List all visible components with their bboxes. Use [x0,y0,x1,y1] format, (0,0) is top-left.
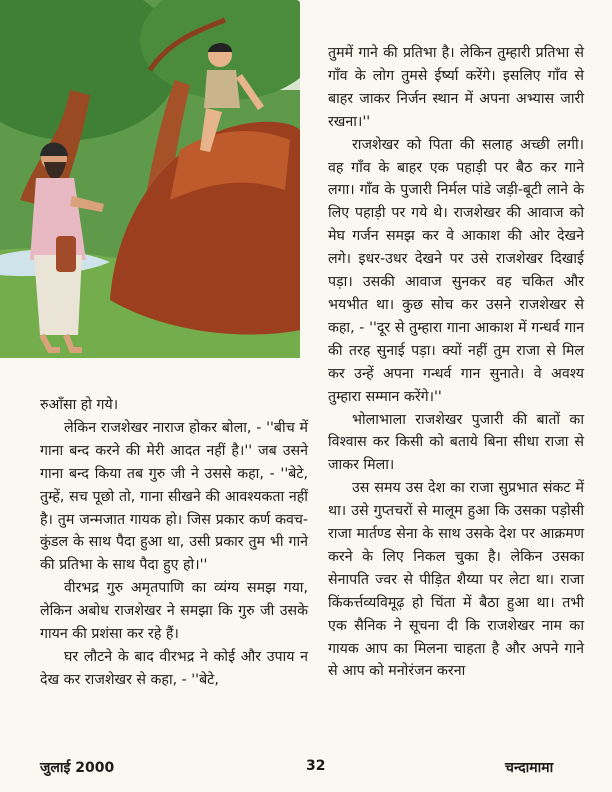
magazine-name: चन्दामामा [505,760,554,776]
story-illustration [0,0,300,358]
left-column [40,394,308,692]
left-paragraph-4: घर लौटने के बाद वीरभद्र ने कोई और उपाय न देख कर राजशेखर से कहा, - ''बेटे, [40,648,308,688]
left-paragraph-2: लेकिन राजशेखर नाराज होकर बोला, - ''बीच में गाना बन्द करने की मेरी आदत नहीं है।'' जब उसने गाना बन्द किया तब गुरु जी ने उससे कहा, - ''बेटे, तुम्हें, सच पूछो तो, गाना सीखने की आवश्यकता नहीं है। तुम जन्मजात गायक हो। जिस प्रकार कर्ण कवच-कुंडल के साथ पैदा हुआ था, उसी प्रकार तुम भी गाने की प्रतिभा के साथ पैदा हुए हो।'' [40,419,308,574]
guru-bag [56,236,76,272]
right-paragraph-4: उस समय उस देश का राजा सुप्रभात संकट में था। उसे गुप्तचरों से मालूम हुआ कि उसका पड़ोसी राजा मार्तण्ड सेना के साथ उसके देश पर आक्रमण करने के लिए निकल चुका है। लेकिन उसका सेनापति ज्वर से पीड़ित शैय्या पर लेटा था। राजा किंकर्त्तव्यविमूढ़ हो चिंता में बैठा हुआ था। तभी एक सैनिक ने सूचना दी कि राजशेखर नाम का गायक आप का मिलना चाहता है और अपने गाने से आप को मनोरंजन करना [328,480,584,680]
page-number: 32 [306,758,326,774]
right-paragraph-3: भोलाभाला राजशेखर पुजारी की बातों का विश्वास कर किसी को बताये बिना सीधा राजा से जाकर मिला। [328,411,584,474]
right-paragraph-1: तुममें गाने की प्रतिभा है। लेकिन तुम्हारी प्रतिभा से गाँव के लोग तुमसे ईर्ष्या करेंगे। इसलिए गाँव से बाहर जाकर निर्जन स्थान में अपना अभ्यास जारी रखना।'' [328,45,584,130]
right-paragraph-2: राजशेखर को पिता की सलाह अच्छी लगी। वह गाँव के बाहर एक पहाड़ी पर बैठ कर गाने लगा। गाँव के पुजारी निर्मल पांडे जड़ी-बूटी लाने के लिए पहाड़ी पर गये थे। राजशेखर की आवाज को मेघ गर्जन समझ कर वे आकाश की ओर देखने लगे। इधर-उधर देखने पर उसे राजशेखर दिखाई पड़ा। उसकी आवाज सुनकर वह चकित और भयभीत था। कुछ सोच कर उसने राजशेखर से कहा, - ''दूर से तुम्हारा गाना आकाश में गन्धर्व गान की तरह सुनाई पड़ा। क्यों नहीं तुम राजा से मिल कर उन्हें अपना गन्धर्व गान सुनाते। वे अवश्य तुम्हारा सम्मान करेंगे।'' [328,136,584,405]
left-paragraph-3: वीरभद्र गुरु अमृतपाणि का व्यंग्य समझ गया, लेकिन अबोध राजशेखर ने समझा कि गुरु जी उसके गायन की प्रशंसा कर रहे हैं। [40,580,308,643]
right-column [328,42,584,683]
footer-date: जुलाई 2000 [40,760,115,776]
left-paragraph-1: रुआँसा हो गये। [40,397,119,413]
boy-body [204,70,240,108]
